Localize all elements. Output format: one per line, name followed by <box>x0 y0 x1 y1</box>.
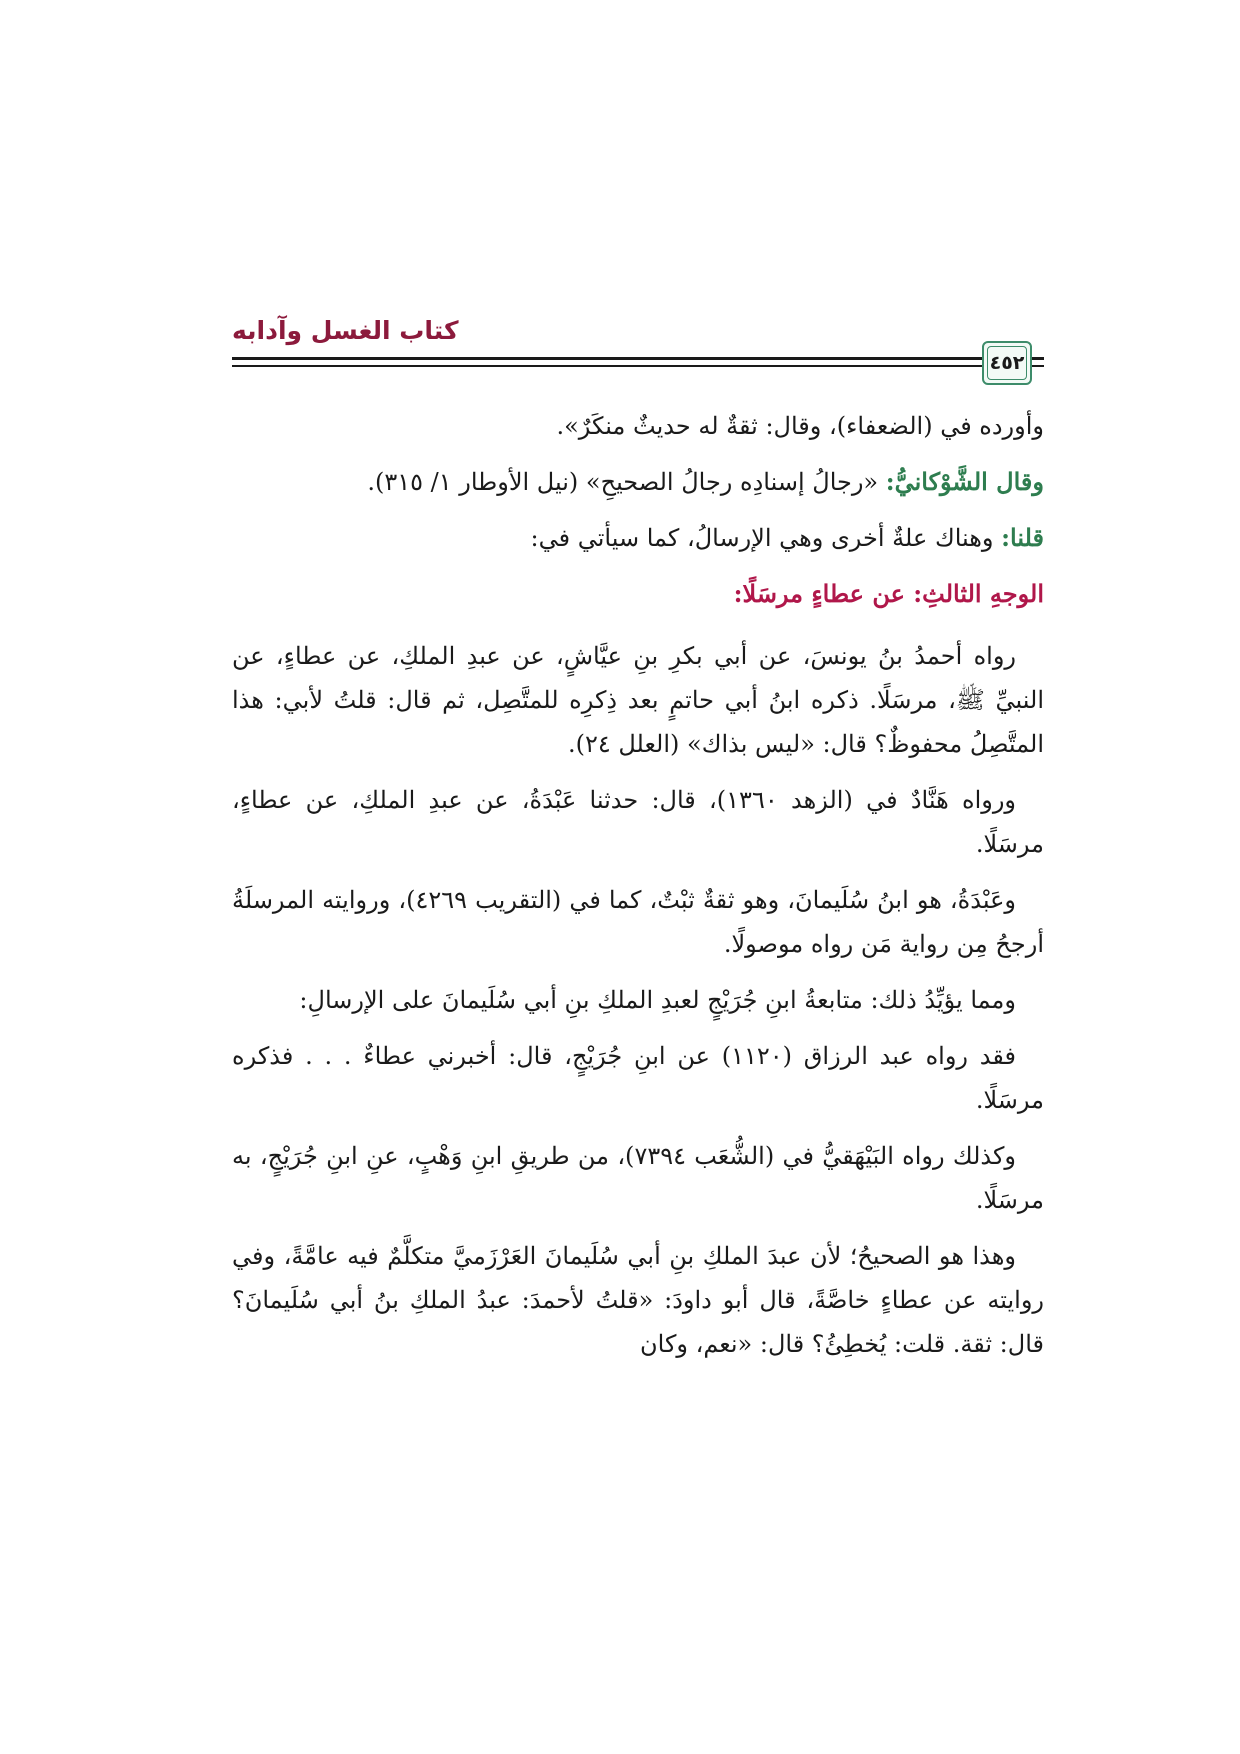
paragraph-3-text: وهناك علةٌ أخرى وهي الإرسالُ، كما سيأتي في: <box>530 524 1002 552</box>
page-number-badge <box>982 341 1032 385</box>
paragraph-2 <box>232 460 1044 504</box>
book-title: كتاب الغسل وآدابه <box>232 316 459 345</box>
qulna-label: قلنا: <box>1001 523 1044 552</box>
paragraph-1: وأورده في (الضعفاء)، وقال: ثقةٌ له حديثٌ منكَرٌ». <box>556 412 1044 440</box>
paragraph-6: وعَبْدَةُ، هو ابنُ سُلَيمانَ، وهو ثقةٌ ثبْتٌ، كما في (التقريب ٤٢٦٩)، وروايته المرسلَةُ أرجحُ مِن رواية مَن رواه موصولًا. <box>232 886 1044 958</box>
section-heading: الوجهِ الثالثِ: عن عطاءٍ مرسَلًا: <box>733 579 1044 608</box>
shawkani-label: وقال الشَّوْكانيُّ: <box>885 467 1044 496</box>
paragraph-10: وهذا هو الصحيحُ؛ لأن عبدَ الملكِ بنِ أبي سُلَيمانَ العَرْزَميَّ متكلَّمٌ فيه عامَّةً، وفي روايته عن عطاءٍ خاصَّةً، قال أبو داودَ: «قلتُ لأحمدَ: عبدُ الملكِ بنُ أبي سُلَيمانَ؟ قال: ثقة. قلت: يُخطِئُ؟ قال: «نعم، وكان <box>232 1242 1044 1358</box>
header-rule-top <box>232 357 988 360</box>
paragraph-9: وكذلك رواه البَيْهَقيُّ في (الشُّعَب ٧٣٩٤)، من طريقِ ابنِ وَهْبٍ، عنِ ابنِ جُرَيْجٍ، به مرسَلًا. <box>232 1142 1044 1214</box>
paragraph-5: ورواه هَنَّادٌ في (الزهد ١٣٦٠)، قال: حدثنا عَبْدَةُ، عن عبدِ الملكِ، عن عطاءٍ، مرسَلًا. <box>232 786 1044 858</box>
header-rule-bottom <box>232 365 988 367</box>
paragraph-2-text: «رجالُ إسنادِه رجالُ الصحيحِ» (نيل الأوطار ١/ ٣١٥). <box>367 468 886 496</box>
page-body <box>232 404 1044 1378</box>
paragraph-4: رواه أحمدُ بنُ يونسَ، عن أبي بكرِ بنِ عيَّاشٍ، عن عبدِ الملكِ، عن عطاءٍ، عن النبيِّ ﷺ، مرسَلًا. ذكره ابنُ أبي حاتمٍ بعد ذِكرِه للمتَّصِل، ثم قال: قلتُ لأبي: هذا المتَّصِلُ محفوظٌ؟ قال: «ليس بذاك» (العلل ٢٤). <box>232 642 1044 758</box>
paragraph-7: ومما يؤيِّدُ ذلك: متابعةُ ابنِ جُرَيْجٍ لعبدِ الملكِ بنِ أبي سُلَيمانَ على الإرسالِ: <box>299 986 1016 1014</box>
paragraph-3 <box>232 516 1044 560</box>
page-header <box>232 316 1044 396</box>
paragraph-8: فقد رواه عبد الرزاق (١١٢٠) عن ابنِ جُرَيْجٍ، قال: أخبرني عطاءٌ . . . فذكره مرسَلًا. <box>232 1042 1044 1114</box>
page-number: ٤٥٢ <box>989 352 1025 374</box>
